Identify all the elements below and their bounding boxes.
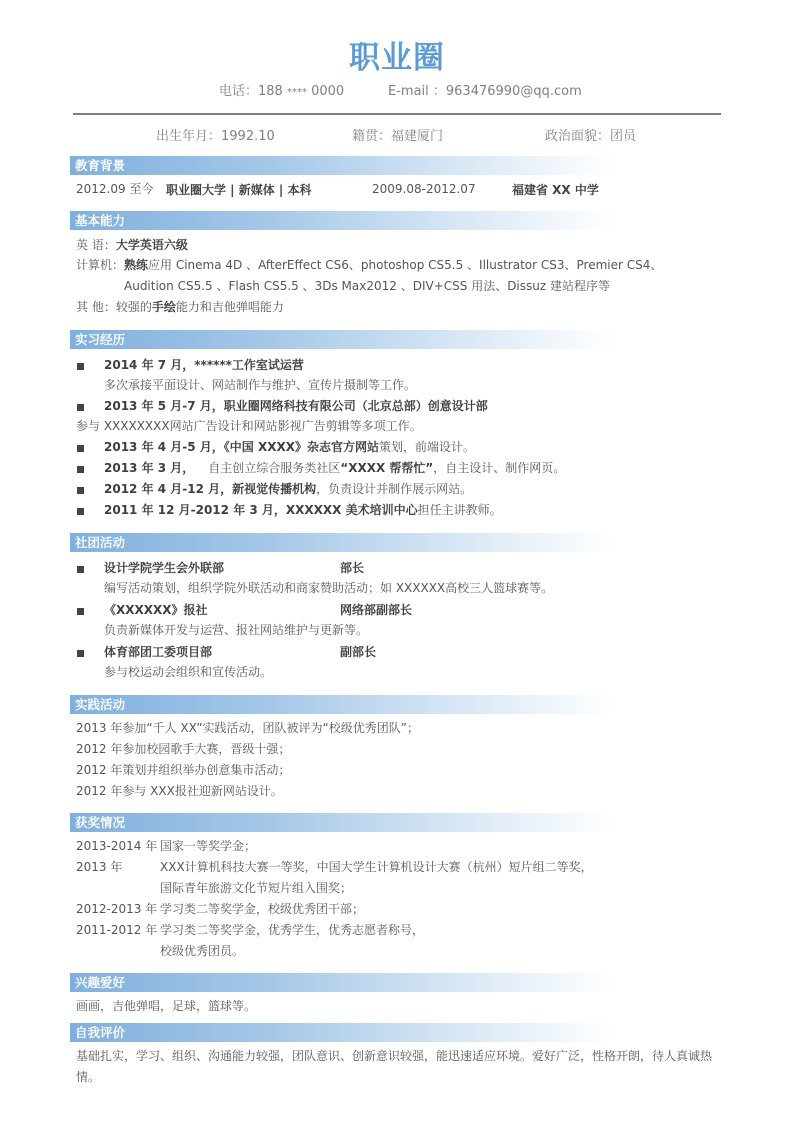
education-period-2: 2009.08-2012.07 — [372, 182, 476, 196]
skill-value: 应用 Cinema 4D 、AfterEffect CS6、photoshop CS5.5 、Illustrator CS3、Premier CS4、 — [148, 258, 663, 272]
club-desc: 负责新媒体开发与运营、报社网站维护与更新等。 — [104, 623, 369, 637]
club-desc: 编写活动策划，组织学院外联活动和商家赞助活动；如 XXXXXX高校三人篮球赛等。 — [104, 581, 554, 595]
section-skills — [70, 211, 750, 230]
internship-desc: 参与 XXXXXXXX网站广告设计和网站影视广告剪辑等多项工作。 — [76, 419, 422, 433]
award-year: 2012-2013 年 — [76, 902, 158, 916]
phone-label: 电话：188 — [219, 84, 283, 99]
skill-emphasis: 熟练 — [124, 258, 149, 272]
internship-desc: 多次承接平面设计、网站制作与维护、宣传片摄制等工作。 — [104, 378, 417, 392]
political-status-info: 政治面貌：团员 — [545, 129, 637, 144]
bullet-square — [77, 566, 84, 573]
section-title: 教育背景 — [75, 158, 126, 173]
native-place-info: 籍贯：福建厦门 — [352, 129, 444, 144]
section-hobbies — [70, 973, 750, 992]
internship-desc: 策划，前端设计。 — [378, 440, 475, 454]
section-internship — [70, 330, 750, 349]
section-self-evaluation — [70, 1023, 750, 1042]
club-title: 《XXXXXX》报社 — [104, 603, 208, 617]
bullet-square — [77, 404, 84, 411]
internship-desc: ，负责设计并制作展示网站。 — [316, 482, 473, 496]
award-text: 学习类二等奖学金，校级优秀团干部； — [160, 902, 365, 916]
skill-label: 计算机： — [76, 258, 125, 272]
award-text: 国际青年旅游文化节短片组入围奖； — [160, 881, 353, 895]
section-title: 自我评价 — [75, 1025, 126, 1040]
club-role: 网络部副部长 — [340, 603, 413, 617]
award-text: 学习类二等奖学金，优秀学生，优秀志愿者称号， — [160, 923, 425, 937]
internship-desc: ，自主设计、制作网页。 — [433, 461, 566, 475]
award-text: 国家一等奖学金； — [160, 839, 257, 853]
section-practice — [70, 695, 750, 714]
bullet-square — [77, 466, 84, 473]
award-text: XXX计算机科技大赛一等奖，中国大学生计算机设计大赛（杭州）短片组二等奖， — [160, 860, 593, 874]
internship-item — [104, 439, 475, 455]
header-divider — [73, 113, 721, 115]
internship-title: 2014 年 7 月，******工作室试运营 — [104, 358, 304, 372]
club-title: 设计学院学生会外联部 — [104, 561, 225, 575]
section-club — [70, 533, 750, 552]
phone-tail: 0000 — [311, 84, 345, 99]
education-period-1: 2012.09 至今 — [76, 182, 154, 196]
section-education — [70, 156, 750, 175]
bullet-square — [77, 650, 84, 657]
skill-label: 其 他： — [76, 300, 116, 314]
skill-computer — [76, 257, 662, 273]
self-evaluation-text: 情。 — [76, 1070, 101, 1084]
birth-info: 出生年月：1992.10 — [156, 129, 275, 144]
award-year: 2011-2012 年 — [76, 923, 158, 937]
section-title: 兴趣爱好 — [75, 975, 126, 990]
section-title: 实习经历 — [75, 332, 126, 347]
internship-desc: 担任主讲教师。 — [417, 503, 502, 517]
resume-name: 职业圈 — [349, 40, 445, 76]
hobbies-text: 画画，吉他弹唱，足球，篮球等。 — [76, 999, 257, 1013]
bullet-square — [77, 487, 84, 494]
internship-desc: 自主创立综合服务类社区 — [208, 461, 341, 475]
skill-other — [76, 299, 284, 315]
internship-title: 2013 年 4 月-5 月，《中国 XXXX》杂志官方网站 — [104, 440, 379, 454]
internship-title: 2013 年 5 月-7 月，职业圈网络科技有限公司（北京总部）创意设计部 — [104, 399, 488, 413]
phone-info — [219, 80, 344, 99]
email-info: E-mail ：963476990@qq.com — [388, 84, 582, 99]
bullet-square — [77, 445, 84, 452]
practice-item: 2012 年策划并组织举办创意集市活动； — [76, 763, 291, 777]
club-role: 副部长 — [340, 645, 377, 659]
club-role: 部长 — [340, 561, 365, 575]
section-title: 社团活动 — [75, 535, 126, 550]
self-evaluation-text: 基础扎实，学习、组织、沟通能力较强，团队意识、创新意识较强，能迅速适应环境。爱好广泛，性格开朗，待人真诚热 — [76, 1049, 713, 1063]
practice-item: 2012 年参加校园歌手大赛，晋级十强； — [76, 742, 291, 756]
section-title: 基本能力 — [75, 213, 126, 228]
internship-title: 2011 年 12 月-2012 年 3 月，XXXXXX 美术培训中心 — [104, 503, 418, 517]
award-text: 校级优秀团员。 — [160, 944, 245, 958]
internship-item — [104, 502, 502, 518]
section-awards — [70, 813, 750, 832]
club-desc: 参与校运动会组织和宣传活动。 — [104, 665, 273, 679]
practice-item: 2012 年参与 XXX报社迎新网站设计。 — [76, 784, 283, 798]
award-year: 2013-2014 年 — [76, 839, 158, 853]
internship-item — [104, 460, 565, 476]
skill-computer-continued: Audition CS5.5 、Flash CS5.5 、3Ds Max2012 、DIV+CSS 用法、Dissuz 建站程序等 — [124, 279, 610, 293]
club-title: 体育部团工委项目部 — [104, 645, 213, 659]
practice-item: 2013 年参加“千人 XX”实践活动，团队被评为“校级优秀团队”； — [76, 721, 419, 735]
skill-english — [76, 237, 188, 253]
education-school-2: 福建省 XX 中学 — [512, 183, 599, 197]
bullet-square — [77, 608, 84, 615]
internship-title: 2012 年 4 月-12 月，新视觉传播机构 — [104, 482, 317, 496]
internship-title: 2013 年 3 月， — [104, 461, 195, 475]
award-year: 2013 年 — [76, 860, 123, 874]
skill-value: 能力和吉他弹唱能力 — [175, 300, 284, 314]
section-title: 获奖情况 — [75, 815, 126, 830]
skill-label: 英 语： — [76, 238, 116, 252]
education-school-1: 职业圈大学 | 新媒体 | 本科 — [166, 183, 312, 197]
bullet-square — [77, 508, 84, 515]
section-title: 实践活动 — [75, 697, 126, 712]
phone-mask: **** — [286, 87, 307, 98]
internship-item — [104, 481, 472, 497]
skill-value: 大学英语六级 — [115, 238, 188, 252]
internship-highlight: “XXXX 帮帮忙” — [340, 461, 434, 475]
skill-emphasis: 手绘 — [151, 300, 176, 314]
bullet-square — [77, 363, 84, 370]
skill-value: 较强的 — [115, 300, 152, 314]
